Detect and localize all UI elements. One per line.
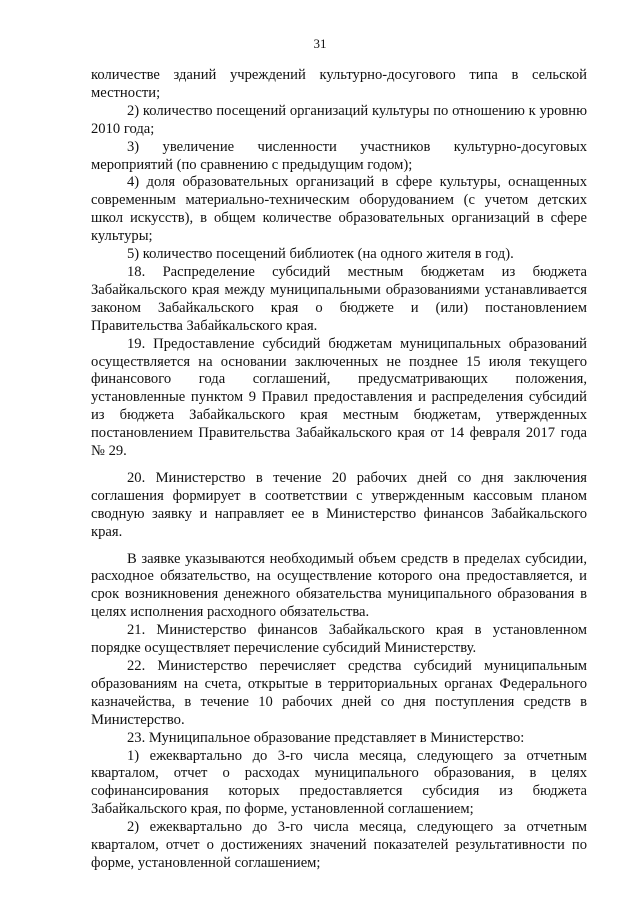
clause-21: 21. Министерство финансов Забайкальского края в установленном порядке осуществляет перечисление субсидий Министерству.	[91, 622, 587, 657]
clause-22: 22. Министерство перечисляет средства субсидий муниципальным образованиям на счета, открытые в территориальных органах Федерального казначейства, в течение 10 рабочих дней со дня поступления средств в Министерство.	[91, 658, 587, 728]
paragraph-continuation: количестве зданий учреждений культурно-досугового типа в сельской местности;	[91, 67, 587, 101]
clause-19: 19. Предоставление субсидий бюджетам муниципальных образований осуществляется на основании заключенных не позднее 15 июля текущего финансового года соглашений, предусматривающих положения, установленные пунктом 9 Правил предоставления и распределения субсидий из бюджета Забайкальского края местным бюджетам, утвержденных постановлением Правительства Забайкальского края от 14 февраля 2017 года № 29.	[91, 335, 587, 460]
clause-20: 20. Министерство в течение 20 рабочих дней со дня заключения соглашения формирует в соответствии с утвержденным кассовым планом сводную заявку и направляет ее в Министерство финансов Забайкальского края.	[91, 469, 587, 540]
list-item-5: 5) количество посещений библиотек (на одного жителя в год).	[127, 246, 514, 263]
request-details-paragraph: В заявке указываются необходимый объем средств в пределах субсидии, расходное обязательство, на осуществление которого она предоставляется, и срок возникновения денежного обязательства муниципального образования в целях исполнения расходного обязательства.	[91, 550, 587, 621]
page-number: 31	[313, 36, 327, 51]
list-item-2: 2) количество посещений организаций культуры по отношению к уровню 2010 года;	[91, 102, 587, 137]
list-item-3: 3) увеличение численности участников культурно-досуговых мероприятий (по сравнению с предыдущим годом);	[91, 138, 587, 173]
clause-23-item-1: 1) ежеквартально до 3-го числа месяца, следующего за отчетным кварталом, отчет о расходах муниципального образования, в целях софинансирования которых предоставляется субсидия из бюджета Забайкальского края, по форме, установленной соглашением;	[91, 747, 587, 818]
list-item-4: 4) доля образовательных организаций в сфере культуры, оснащенных современным материально-техническим оборудованием (с учетом детских школ искусств), в общем количестве образовательных организаций в сфере культуры;	[91, 174, 587, 245]
document-body	[91, 67, 587, 873]
clause-23: 23. Муниципальное образование представляет в Министерство:	[127, 729, 525, 746]
clause-23-item-2: 2) ежеквартально до 3-го числа месяца, следующего за отчетным кварталом, отчет о достижениях значений показателей результативности по форме, установленной соглашением;	[91, 819, 587, 871]
clause-18: 18. Распределение субсидий местным бюджетам из бюджета Забайкальского края между муниципальными образованиями устанавливается законом Забайкальского края о бюджете и (или) постановлением Правительства Забайкальского края.	[91, 263, 587, 334]
